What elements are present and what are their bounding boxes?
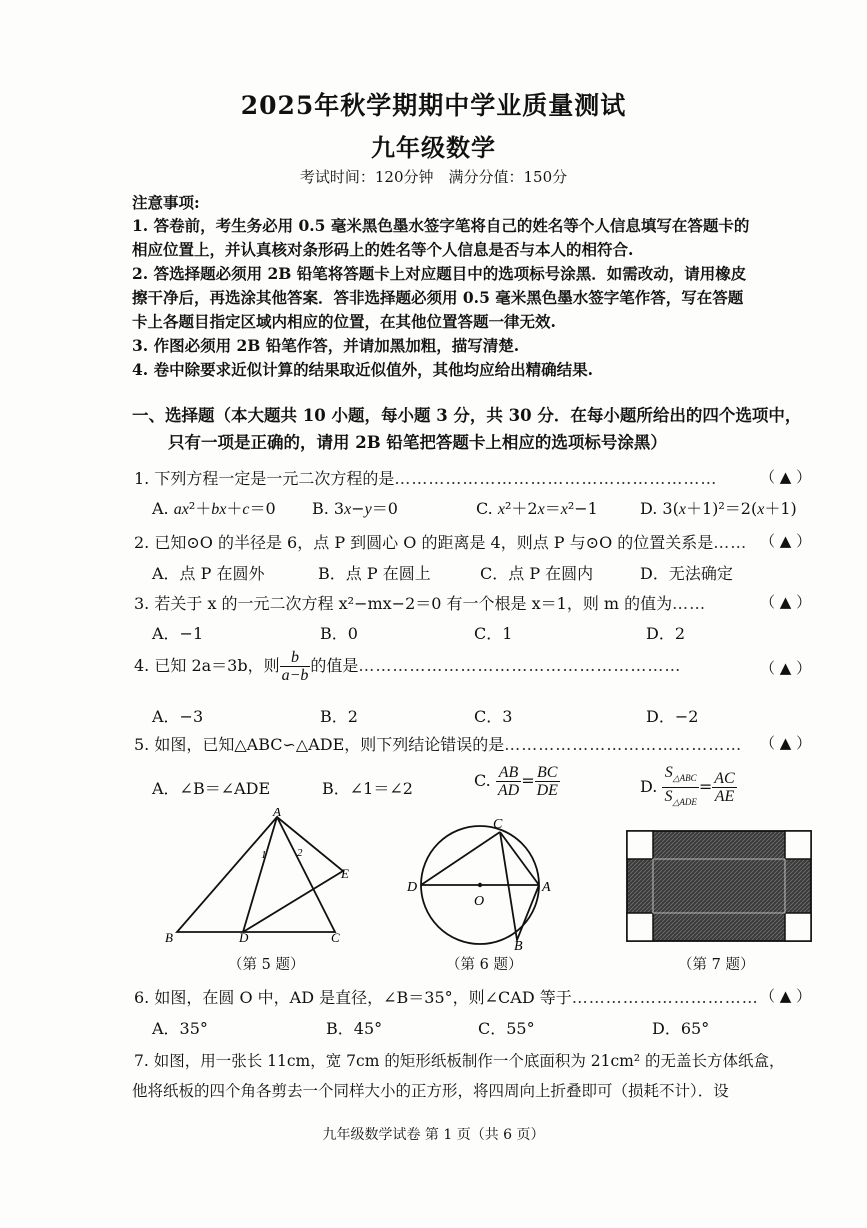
q1-option-b: B. 3x−y＝0: [312, 499, 398, 518]
question-5-stem: 5. 如图，已知△ABC∽△ADE，则下列结论错误的是……………………………………: [134, 735, 743, 754]
exam-title: 2025年秋学期期中学业质量测试: [240, 91, 627, 120]
answer-mark: （ ▲ ）: [760, 532, 812, 550]
q4-option-c: C．3: [474, 707, 513, 726]
notice-line: 卡上各题目指定区域内相应的位置，在其他位置答题一律无效.: [132, 312, 556, 331]
q3-option-c: C．1: [474, 624, 513, 643]
label-a: A: [542, 880, 551, 895]
q6-option-b: B．45°: [326, 1019, 383, 1038]
answer-mark: （ ▲ ）: [760, 734, 812, 752]
angle-1-label: 1: [261, 849, 267, 861]
section-heading: 一、选择题（本大题共 10 小题，每小题 3 分，共 30 分．在每小题所给出的四个选项中，: [132, 406, 802, 425]
figure-6-caption: （第 6 题）: [446, 957, 523, 973]
question-2-stem: 2. 已知⊙O 的半径是 6，点 P 到圆心 O 的距离是 4，则点 P 与⊙O 的位置关系是……: [134, 533, 748, 552]
q4-option-a: A．−3: [152, 707, 204, 726]
notice-line: 1. 答卷前，考生务必用 0.5 毫米黑色墨水签字笔将自己的姓名等个人信息填写在答题卡的: [132, 216, 750, 235]
label-c: C: [493, 817, 503, 832]
q1-option-c: C. x²＋2x＝x²−1: [476, 499, 598, 518]
label-d: D: [239, 930, 249, 945]
q4-option-b: B．2: [320, 707, 358, 726]
section-heading-cont: 只有一项是正确的，请用 2B 铅笔把答题卡上相应的选项标号涂黑）: [168, 433, 667, 452]
answer-mark: （ ▲ ）: [760, 593, 812, 611]
figure-7-caption: （第 7 题）: [678, 957, 755, 973]
figure-5-caption: （第 5 题）: [228, 957, 305, 973]
center-point: [478, 883, 482, 887]
answer-mark: （ ▲ ）: [760, 987, 812, 1005]
q5-option-a: A．∠B＝∠ADE: [152, 779, 271, 798]
notice-line: 3. 作图必须用 2B 铅笔作答，并请加黑加粗，描写清楚.: [132, 336, 520, 355]
angle-2-label: 2: [297, 847, 303, 859]
figure-6-circle: [404, 812, 564, 952]
q5-option-b: B．∠1＝∠2: [322, 779, 413, 798]
question-4-stem: 4. 已知 2a＝3b，则 $\frac{b}{a-b}$ 的值是…………………………………………………: [134, 649, 682, 684]
q6-option-d: D．65°: [652, 1019, 710, 1038]
label-d: D: [407, 880, 418, 895]
q4-option-d: D．−2: [646, 707, 699, 726]
fraction-b-over-a-minus-b: $\frac{b}{a-b}$: [281, 649, 309, 684]
question-7-line2: 他将纸板的四个角各剪去一个同样大小的正方形，将四周向上折叠即可（损耗不计）．设: [132, 1082, 729, 1100]
label-b: B: [514, 939, 523, 952]
q1-option-d: D. 3(x＋1)²＝2(x＋1): [640, 499, 797, 518]
question-6-stem: 6. 如图，在圆 O 中，AD 是直径，∠B＝35°，则∠CAD 等于……………………………: [134, 988, 759, 1007]
label-c: C: [331, 930, 340, 945]
q2-option-c: C．点 P 在圆内: [480, 564, 594, 583]
exam-subject: 九年级数学: [371, 133, 496, 162]
notice-line: 2. 答选择题必须用 2B 铅笔将答题卡上对应题目中的选项标号涂黑．如需改动，请用橡皮: [132, 264, 747, 283]
q2-option-d: D．无法确定: [640, 564, 733, 583]
figure-7-paperboard: [626, 830, 812, 942]
cut-corner-top-right: [785, 831, 811, 859]
label-b: B: [165, 930, 173, 945]
board-rectangle: [627, 831, 811, 941]
question-3-stem: 3. 若关于 x 的一元二次方程 x²−mx−2＝0 有一个根是 x＝1，则 m 的值为……: [134, 594, 707, 613]
q3-option-d: D．2: [646, 624, 686, 643]
label-a: A: [273, 808, 281, 819]
q5-option-d: D. $\frac{S_{\triangle ABC}}{S_{\triangle ADE}}$ = $\frac{AC}{AE}$: [640, 764, 735, 808]
question-1-stem: 1. 下列方程一定是一元二次方程的是…………………………………………………: [134, 469, 718, 488]
q2-option-b: B．点 P 在圆上: [318, 564, 431, 583]
q1-option-a: A. ax²＋bx＋c＝0: [152, 499, 276, 518]
q3-option-a: A．−1: [152, 624, 204, 643]
page-footer: 九年级数学试卷 第 1 页（共 6 页）: [322, 1127, 545, 1143]
question-7-line1: 7. 如图，用一张长 11cm，宽 7cm 的矩形纸板制作一个底面积为 21cm² 的无盖长方体纸盒，: [134, 1052, 785, 1070]
notice-line: 4. 卷中除要求近似计算的结果取近似值外，其他均应给出精确结果.: [132, 360, 593, 379]
triangle-abc: [177, 817, 335, 932]
exam-info: 考试时间：120分钟 满分分值：150分: [299, 168, 568, 186]
cut-corner-bottom-right: [785, 913, 811, 941]
figure-5-triangles: [155, 808, 365, 948]
triangle-ade-sides: [243, 817, 343, 932]
q5-option-c: C. $\frac{AB}{AD}$ = $\frac{BC}{DE}$: [474, 764, 558, 799]
label-o: O: [474, 894, 485, 909]
cut-corner-bottom-left: [627, 913, 653, 941]
q2-option-a: A．点 P 在圆外: [152, 564, 265, 583]
q3-option-b: B．0: [320, 624, 358, 643]
notice-heading: 注意事项:: [132, 193, 200, 212]
q6-option-c: C．55°: [478, 1019, 535, 1038]
answer-mark: （ ▲ ）: [760, 659, 812, 677]
answer-mark: （ ▲ ）: [760, 468, 812, 486]
label-e: E: [341, 866, 349, 881]
notice-line: 擦干净后，再选涂其他答案．答非选择题必须用 0.5 毫米黑色墨水签字笔作答，写在答题: [132, 288, 744, 307]
q6-option-a: A．35°: [152, 1019, 208, 1038]
notice-line: 相应位置上，并认真核对条形码上的姓名等个人信息是否与本人的相符合.: [132, 240, 634, 259]
cut-corner-top-left: [627, 831, 653, 859]
